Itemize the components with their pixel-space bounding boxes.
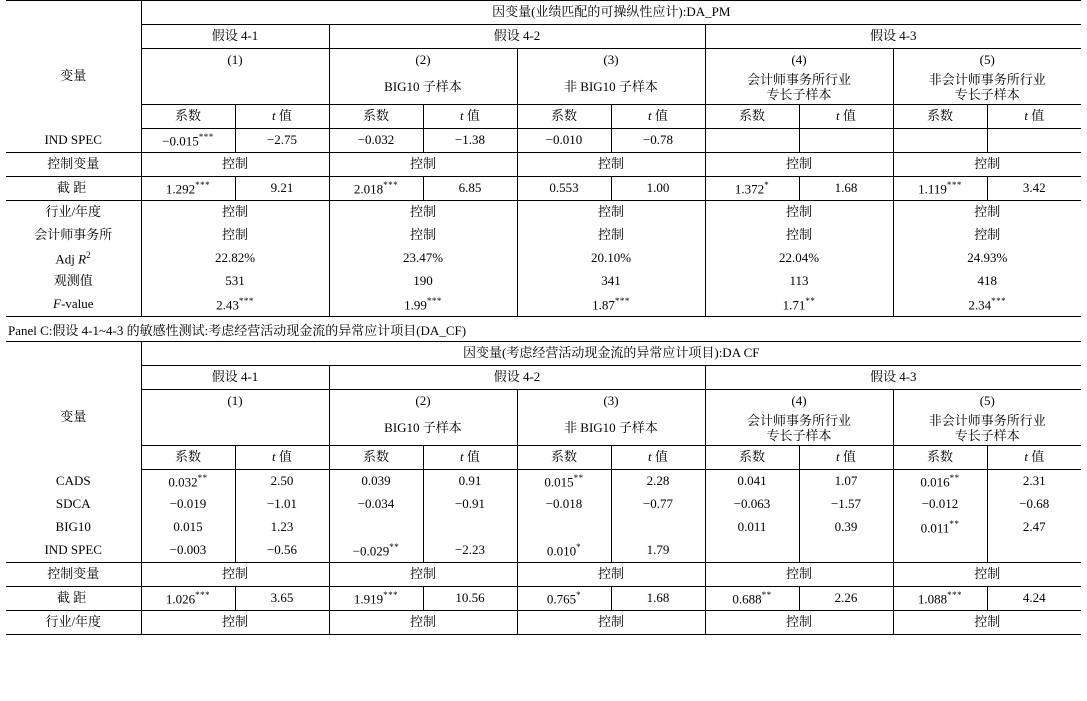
panel-b-cell: 1.119*** bbox=[893, 176, 987, 200]
panel-c-cell bbox=[987, 539, 1081, 563]
panel-b-cell: 1.292*** bbox=[141, 176, 235, 200]
panel-b-col-2: (2) bbox=[329, 49, 517, 73]
panel-b-cell: 控制 bbox=[517, 200, 705, 224]
panel-b-cell: 控制 bbox=[329, 224, 517, 247]
panel-b-cell: 1.00 bbox=[611, 176, 705, 200]
panel-b-cell: 2.018*** bbox=[329, 176, 423, 200]
panel-c-row-label: 控制变量 bbox=[6, 562, 141, 586]
panel-b-hyp-4-2: 假设 4-2 bbox=[329, 25, 705, 49]
panel-c-cell: 0.041 bbox=[705, 469, 799, 493]
panel-b-sub-5-line1: 非会计师事务所行业 bbox=[928, 72, 1046, 87]
panel-c-cell: −0.019 bbox=[141, 493, 235, 516]
panel-b-coef-2: 系数 bbox=[329, 104, 423, 128]
panel-b-t-4: t 值 bbox=[799, 104, 893, 128]
panel-c-cell bbox=[705, 539, 799, 563]
panel-b-cell bbox=[705, 128, 799, 152]
panel-c-subsample-row bbox=[6, 413, 1081, 445]
panel-c-cell: 1.23 bbox=[235, 516, 329, 539]
panel-c-title: Panel C:假设 4-1~4-3 的敏感性测试:考虑经营活动现金流的异常应计项目(DA_CF) bbox=[8, 322, 467, 338]
panel-c-cell: −0.77 bbox=[611, 493, 705, 516]
panel-c-t-2: t 值 bbox=[423, 445, 517, 469]
panel-b-cell: 3.42 bbox=[987, 176, 1081, 200]
panel-b-cell: −0.78 bbox=[611, 128, 705, 152]
panel-c-stat-header-row bbox=[6, 445, 1081, 469]
panel-c-cell bbox=[423, 516, 517, 539]
panel-c-cell: 0.011 bbox=[705, 516, 799, 539]
panel-b-coef-1: 系数 bbox=[141, 104, 235, 128]
panel-b-cell: 24.93% bbox=[967, 249, 1008, 265]
panel-b-cell: 531 bbox=[141, 270, 329, 293]
panel-c-cell: 0.688** bbox=[705, 586, 799, 610]
panel-b-sub-4-line1: 会计师事务所行业 bbox=[746, 72, 851, 87]
panel-b-cell: −2.75 bbox=[235, 128, 329, 152]
panel-c-cell: 2.26 bbox=[799, 586, 893, 610]
panel-c-cell: 1.07 bbox=[799, 469, 893, 493]
panel-c-row-industry-year bbox=[6, 610, 1081, 634]
panel-b-cell: 控制 bbox=[974, 203, 1001, 219]
panel-b-row-label: IND SPEC bbox=[6, 128, 141, 152]
panel-c-col-5: (5) bbox=[979, 392, 995, 408]
panel-b-sub-5-line2: 专长子样本 bbox=[954, 86, 1020, 102]
panel-c-cell: 控制 bbox=[329, 562, 517, 586]
panel-c-cell: 控制 bbox=[517, 562, 705, 586]
panel-b-cell: 控制 bbox=[329, 152, 517, 176]
panel-c-cell: 0.010* bbox=[517, 539, 611, 563]
panel-b-coef-5: 系数 bbox=[893, 104, 987, 128]
panel-b-cell: −1.38 bbox=[423, 128, 517, 152]
panel-b-cell: 0.553 bbox=[517, 176, 611, 200]
panel-c-cell: 控制 bbox=[893, 562, 1081, 586]
panel-c-cell: 控制 bbox=[893, 610, 1081, 634]
panel-c-row-label: 截距 bbox=[6, 586, 141, 610]
panel-c-cell: 0.015** bbox=[517, 469, 611, 493]
panel-c-cell: 3.65 bbox=[235, 586, 329, 610]
panel-b-cell: 23.47% bbox=[329, 247, 517, 270]
panel-b-col-1: (1) bbox=[141, 49, 329, 73]
panel-c-cell: −0.034 bbox=[329, 493, 423, 516]
panel-b-cell: 190 bbox=[329, 270, 517, 293]
panel-b-cell: 2.43*** bbox=[141, 293, 329, 317]
panel-c-row-ind-spec bbox=[6, 539, 1081, 563]
panel-c-t-4: t 值 bbox=[799, 445, 893, 469]
panel-c-coef-3: 系数 bbox=[517, 445, 611, 469]
panel-c-table bbox=[6, 341, 1081, 635]
panel-c-row-sdca bbox=[6, 493, 1081, 516]
panel-c-sub-4-line1: 会计师事务所行业 bbox=[746, 412, 851, 428]
panel-b-cell: 控制 bbox=[141, 200, 329, 224]
panel-c-row-label: 行业/年度 bbox=[6, 610, 141, 634]
panel-c-cell: 0.91 bbox=[423, 469, 517, 493]
panel-c-cell: 1.919*** bbox=[329, 586, 423, 610]
panel-c-cell bbox=[893, 539, 987, 563]
panel-c-cell bbox=[517, 516, 611, 539]
panel-c-sub-4-line2: 专长子样本 bbox=[766, 427, 832, 443]
panel-c-cell bbox=[799, 539, 893, 563]
panel-c-dep-header: 因变量(考虑经营活动现金流的异常应计项目):DA CF bbox=[141, 341, 1081, 365]
panel-b-cell: 341 bbox=[517, 270, 705, 293]
panel-b-row-industry-year bbox=[6, 200, 1081, 224]
panel-c-cell: 0.39 bbox=[799, 516, 893, 539]
panel-b-sub-3: 非 BIG10 子样本 bbox=[517, 72, 705, 104]
panel-c-cell: −0.012 bbox=[893, 493, 987, 516]
panel-c-cell: 4.24 bbox=[987, 586, 1081, 610]
panel-b-cell: 1.71** bbox=[705, 293, 893, 317]
panel-c-cell: 2.28 bbox=[611, 469, 705, 493]
panel-c-col-2: (2) bbox=[329, 389, 517, 413]
panel-b-cell: 1.99*** bbox=[329, 293, 517, 317]
panel-b-t-5: t 值 bbox=[987, 104, 1081, 128]
panel-b-sub-5 bbox=[893, 72, 1081, 104]
panel-b-cell: 1.372* bbox=[705, 176, 799, 200]
panel-b-cell: −0.010 bbox=[517, 128, 611, 152]
panel-b-sub-1 bbox=[141, 72, 329, 104]
panel-c-row-label: IND SPEC bbox=[6, 539, 141, 563]
panel-c-cell: 0.039 bbox=[329, 469, 423, 493]
panel-b-row-label: 会计师事务所 bbox=[6, 224, 141, 247]
panel-b-cell: 控制 bbox=[329, 200, 517, 224]
panel-c-cell: 1.79 bbox=[611, 539, 705, 563]
panel-b-dep-header-row bbox=[6, 1, 1081, 25]
panel-b-row-label: 行业/年度 bbox=[6, 200, 141, 224]
panel-b-hyp-4-1: 假设 4-1 bbox=[141, 25, 329, 49]
panel-c-row-control bbox=[6, 562, 1081, 586]
panel-c-cell: 0.032** bbox=[141, 469, 235, 493]
panel-c-cell bbox=[329, 516, 423, 539]
panel-c-t-5: t 值 bbox=[987, 445, 1081, 469]
panel-c-cell: −0.68 bbox=[1019, 495, 1050, 511]
panel-c-col-4: (4) bbox=[705, 389, 893, 413]
panel-c-cell: 0.015 bbox=[141, 516, 235, 539]
panel-b-cell: 6.85 bbox=[423, 176, 517, 200]
panel-c-coef-5: 系数 bbox=[893, 445, 987, 469]
panel-c-row-label: CADS bbox=[6, 469, 141, 493]
panel-c-sub-5-line2: 专长子样本 bbox=[954, 427, 1020, 443]
panel-b-coef-3: 系数 bbox=[517, 104, 611, 128]
panel-c-cell bbox=[611, 516, 705, 539]
panel-b-cell: 1.68 bbox=[799, 176, 893, 200]
panel-b-row-adjr2 bbox=[6, 247, 1081, 270]
panel-c-sub-5 bbox=[893, 413, 1081, 445]
panel-c-hyp-4-1: 假设 4-1 bbox=[141, 365, 329, 389]
panel-b-row-intercept bbox=[6, 176, 1081, 200]
panel-c-t-1: t 值 bbox=[235, 445, 329, 469]
panel-b-cell: 控制 bbox=[517, 152, 705, 176]
panel-c-cell: −0.018 bbox=[517, 493, 611, 516]
panel-c-variable-label: 变量 bbox=[6, 365, 141, 469]
panel-b-t-2: t 值 bbox=[423, 104, 517, 128]
panel-c-cell: −0.029** bbox=[329, 539, 423, 563]
panel-c-hyp-4-3: 假设 4-3 bbox=[705, 365, 1081, 389]
panel-b-cell: 控制 bbox=[517, 224, 705, 247]
panel-c-col-3: (3) bbox=[517, 389, 705, 413]
panel-c-hyp-4-2: 假设 4-2 bbox=[329, 365, 705, 389]
panel-b-row-obs bbox=[6, 270, 1081, 293]
panel-b-sub-4 bbox=[705, 72, 893, 104]
panel-c-row-label: BIG10 bbox=[6, 516, 141, 539]
panel-c-cell: 2.50 bbox=[235, 469, 329, 493]
panel-b-cell: 控制 bbox=[705, 224, 893, 247]
panel-c-cell: 控制 bbox=[141, 562, 329, 586]
panel-c-cell: 2.47 bbox=[1022, 518, 1046, 534]
panel-b-subsample-row bbox=[6, 72, 1081, 104]
panel-b-sub-4-line2: 专长子样本 bbox=[766, 86, 832, 102]
panel-b-stat-header-row bbox=[6, 104, 1081, 128]
panel-c-sub-2: BIG10 子样本 bbox=[329, 413, 517, 445]
panel-c-corner-blank bbox=[6, 341, 141, 365]
panel-b-colnum-row bbox=[6, 49, 1081, 73]
panel-c-cell: −0.56 bbox=[235, 539, 329, 563]
panel-b-cell: 22.82% bbox=[141, 247, 329, 270]
panel-b-hypothesis-row bbox=[6, 25, 1081, 49]
panel-c-cell: 控制 bbox=[329, 610, 517, 634]
panel-b-row-label: 截距 bbox=[6, 176, 141, 200]
panel-c-row-big10 bbox=[6, 516, 1081, 539]
panel-c-sub-5-line1: 非会计师事务所行业 bbox=[928, 412, 1046, 428]
panel-c-cell: 1.026*** bbox=[141, 586, 235, 610]
panel-b-cell: 控制 bbox=[141, 152, 329, 176]
panel-c-cell: 10.56 bbox=[423, 586, 517, 610]
panel-b-table bbox=[6, 0, 1081, 317]
panel-b-row-label: Adj $R^2$ bbox=[6, 247, 141, 270]
panel-c-cell: −0.063 bbox=[705, 493, 799, 516]
panel-b-cell: 2.34*** bbox=[893, 293, 1081, 317]
panel-c-coef-1: 系数 bbox=[141, 445, 235, 469]
panel-c-dep-header-row bbox=[6, 341, 1081, 365]
panel-c-cell: 控制 bbox=[517, 610, 705, 634]
panel-c-row-cads bbox=[6, 469, 1081, 493]
panel-b-cell: 控制 bbox=[705, 200, 893, 224]
panel-b-variable-label: 变量 bbox=[6, 25, 141, 129]
panel-c-coef-4: 系数 bbox=[705, 445, 799, 469]
panel-c-cell: −1.01 bbox=[235, 493, 329, 516]
panel-c-cell: −0.003 bbox=[141, 539, 235, 563]
panel-b-cell: 418 bbox=[977, 272, 998, 288]
panel-b-row-firm bbox=[6, 224, 1081, 247]
panel-b-row-label: 观测值 bbox=[6, 270, 141, 293]
panel-b-coef-4: 系数 bbox=[705, 104, 799, 128]
panel-b-row-control bbox=[6, 152, 1081, 176]
panel-b-cell: 1.87*** bbox=[517, 293, 705, 317]
panel-c-row-label: SDCA bbox=[6, 493, 141, 516]
panel-b-row-label: 控制变量 bbox=[6, 152, 141, 176]
panel-b-row-label: F-value bbox=[6, 293, 141, 317]
panel-c-cell: 2.31 bbox=[1022, 472, 1046, 488]
panel-b-cell bbox=[799, 128, 893, 152]
panel-b-corner-blank bbox=[6, 1, 141, 25]
panel-c-cell: 0.011** bbox=[893, 516, 987, 539]
panel-c-hypothesis-row bbox=[6, 365, 1081, 389]
panel-c-cell: −2.23 bbox=[423, 539, 517, 563]
panel-c-cell: −0.91 bbox=[423, 493, 517, 516]
panel-b-hyp-4-3: 假设 4-3 bbox=[705, 25, 1081, 49]
panel-b-cell: 控制 bbox=[705, 152, 893, 176]
panel-c-cell: 控制 bbox=[705, 562, 893, 586]
panel-c-sub-4 bbox=[705, 413, 893, 445]
panel-c-cell: 1.68 bbox=[611, 586, 705, 610]
panel-b-cell: 20.10% bbox=[517, 247, 705, 270]
panel-c-t-3: t 值 bbox=[611, 445, 705, 469]
panel-c-row-intercept bbox=[6, 586, 1081, 610]
panel-b-cell bbox=[987, 128, 1081, 152]
panel-b-cell: 9.21 bbox=[235, 176, 329, 200]
panel-b-t-1: t 值 bbox=[235, 104, 329, 128]
panel-b-cell: −0.015*** bbox=[141, 128, 235, 152]
panel-c-cell: −1.57 bbox=[799, 493, 893, 516]
panel-c-col-1: (1) bbox=[141, 389, 329, 413]
panel-c-cell: 1.088*** bbox=[893, 586, 987, 610]
panel-c-colnum-row bbox=[6, 389, 1081, 413]
panel-b-row-fvalue bbox=[6, 293, 1081, 317]
panel-b-dep-header: 因变量(业绩匹配的可操纵性应计):DA_PM bbox=[141, 1, 1081, 25]
panel-b-cell: 控制 bbox=[893, 152, 1081, 176]
panel-c-cell: 控制 bbox=[705, 610, 893, 634]
panel-b-sub-2: BIG10 子样本 bbox=[329, 72, 517, 104]
panel-b-cell: 113 bbox=[705, 270, 893, 293]
panel-c-cell: 控制 bbox=[141, 610, 329, 634]
panel-c-coef-2: 系数 bbox=[329, 445, 423, 469]
panel-b-cell: 控制 bbox=[141, 224, 329, 247]
panel-c-cell: 0.765* bbox=[517, 586, 611, 610]
panel-b-cell: 22.04% bbox=[705, 247, 893, 270]
panel-b-t-3: t 值 bbox=[611, 104, 705, 128]
panel-b-col-5: (5) bbox=[979, 52, 995, 68]
panel-b-cell: −0.032 bbox=[329, 128, 423, 152]
panel-b-col-3: (3) bbox=[517, 49, 705, 73]
panel-b-cell bbox=[893, 128, 987, 152]
panel-c-sub-1 bbox=[141, 413, 329, 445]
panel-b-cell: 控制 bbox=[974, 226, 1001, 242]
panel-c-cell: 0.016** bbox=[893, 469, 987, 493]
panel-b-col-4: (4) bbox=[705, 49, 893, 73]
panel-b-row-ind-spec bbox=[6, 128, 1081, 152]
panel-c-sub-3: 非 BIG10 子样本 bbox=[517, 413, 705, 445]
